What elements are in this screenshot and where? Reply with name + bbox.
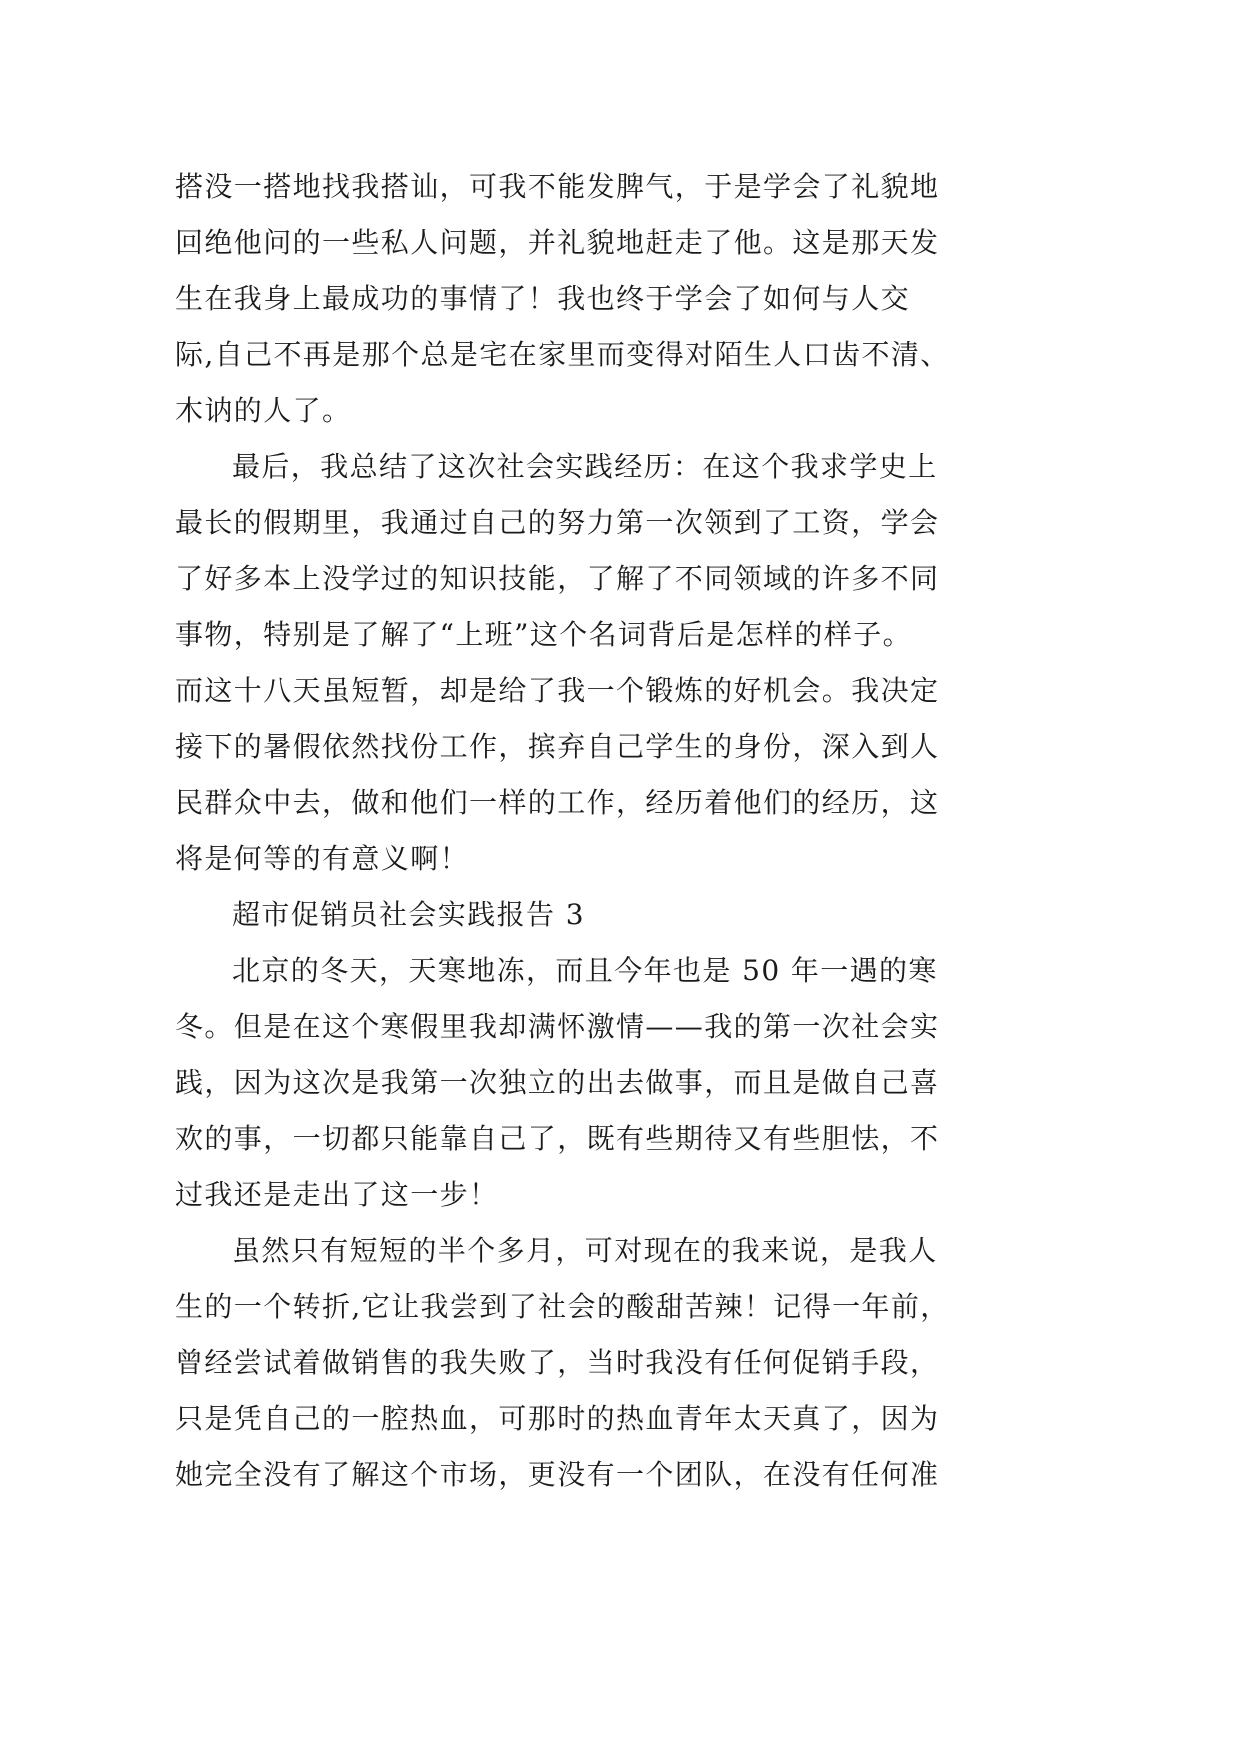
text-line: 最长的假期里，我通过自己的努力第一次领到了工资，学会: [175, 506, 940, 539]
text-line: 际,自己不再是那个总是宅在家里而变得对陌生人口齿不清、: [175, 338, 950, 371]
paragraph: [175, 943, 995, 1223]
section-heading: 超市促销员社会实践报告 3: [232, 898, 585, 931]
text-line: 过我还是走出了这一步！: [175, 1178, 499, 1211]
paragraph: [175, 1223, 995, 1503]
text-line: 践，因为这次是我第一次独立的出去做事，而且是做自己喜: [175, 1066, 940, 1099]
text-line: 最后，我总结了这次社会实践经历：在这个我求学史上: [232, 450, 938, 483]
paragraph: [175, 439, 995, 887]
text-line: 将是何等的有意义啊！: [175, 842, 470, 875]
paragraph: [175, 159, 995, 439]
text-line: 曾经尝试着做销售的我失败了，当时我没有任何促销手段，: [175, 1346, 940, 1379]
text-line: 接下的暑假依然找份工作，摈弃自己学生的身份，深入到人: [175, 730, 940, 763]
text-line: 而这十八天虽短暂，却是给了我一个锻炼的好机会。我决定: [175, 674, 940, 707]
text-line: 欢的事，一切都只能靠自己了，既有些期待又有些胆怯，不: [175, 1122, 940, 1155]
text-line: 生在我身上最成功的事情了！我也终于学会了如何与人交: [175, 282, 911, 315]
text-line: 生的一个转折,它让我尝到了社会的酸甜苦辣！记得一年前，: [175, 1290, 950, 1323]
document-body: [175, 159, 995, 1503]
text-line: 了好多本上没学过的知识技能，了解了不同领域的许多不同: [175, 562, 940, 595]
text-line: 冬。但是在这个寒假里我却满怀激情——我的第一次社会实: [175, 1010, 940, 1043]
text-line: 木讷的人了。: [175, 394, 352, 427]
text-line: 事物，特别是了解了“上班”这个名词背后是怎样的样子。: [175, 618, 913, 651]
text-line: 她完全没有了解这个市场，更没有一个团队，在没有任何准: [175, 1458, 940, 1491]
text-line: 回绝他问的一些私人问题，并礼貌地赶走了他。这是那天发: [175, 226, 940, 259]
text-line: 民群众中去，做和他们一样的工作，经历着他们的经历，这: [175, 786, 940, 819]
text-line: 北京的冬天，天寒地冻，而且今年也是 50 年一遇的寒: [232, 954, 938, 987]
text-line: 虽然只有短短的半个多月，可对现在的我来说，是我人: [232, 1234, 938, 1267]
text-line: 只是凭自己的一腔热血，可那时的热血青年太天真了，因为: [175, 1402, 940, 1435]
text-line: 搭没一搭地找我搭讪，可我不能发脾气，于是学会了礼貌地: [175, 170, 940, 203]
